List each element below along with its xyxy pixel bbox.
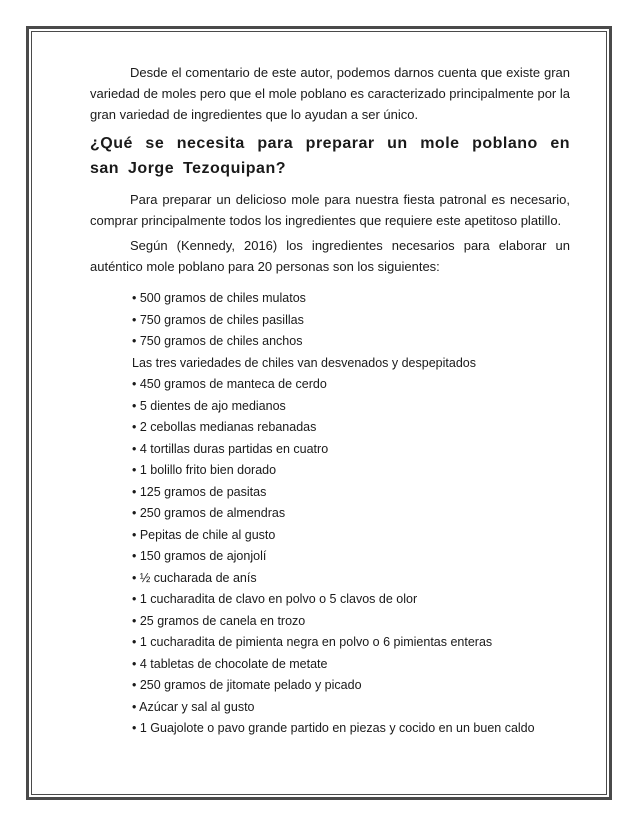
ingredient-item: • ½ cucharada de anís xyxy=(132,570,257,585)
preparation-paragraph: Para preparar un delicioso mole para nuestra fiesta patronal es necesario, comprar principalmente todos los ingredientes que requiere este apetitoso platillo. xyxy=(90,192,570,228)
ingredient-item: • 5 dientes de ajo medianos xyxy=(132,398,286,413)
ingredient-item: • 1 cucharadita de pimienta negra en polvo o 6 pimientas enteras xyxy=(132,635,493,649)
ingredient-item: • Pepitas de chile al gusto xyxy=(132,527,276,542)
ingredient-list xyxy=(90,288,570,740)
document-body xyxy=(90,62,570,740)
ingredient-item: • 250 gramos de almendras xyxy=(132,506,286,520)
ingredient-item: Las tres variedades de chiles van desvenados y despepitados xyxy=(132,355,476,370)
ingredient-item: • Azúcar y sal al gusto xyxy=(132,699,255,714)
ingredient-item: • 150 gramos de ajonjolí xyxy=(132,549,267,563)
intro-paragraph: Desde el comentario de este autor, podemos darnos cuenta que existe gran variedad de moles pero que el mole poblano es caracterizado principalmente por la gran variedad de ingredientes que lo ayudan a ser único. xyxy=(90,65,570,122)
ingredient-item: • 4 tabletas de chocolate de metate xyxy=(132,656,328,671)
ingredient-item: • 750 gramos de chiles pasillas xyxy=(132,312,304,327)
ingredient-item: • 125 gramos de pasitas xyxy=(132,484,267,499)
ingredient-item: • 450 gramos de manteca de cerdo xyxy=(132,377,327,391)
ingredient-item: • 500 gramos de chiles mulatos xyxy=(132,291,306,305)
ingredient-item: • 1 cucharadita de clavo en polvo o 5 clavos de olor xyxy=(132,592,418,606)
ingredient-item: • 4 tortillas duras partidas en cuatro xyxy=(132,441,329,456)
ingredient-item: • 25 gramos de canela en trozo xyxy=(132,613,306,628)
ingredients-intro-paragraph: Según (Kennedy, 2016) los ingredientes necesarios para elaborar un auténtico mole poblano para 20 personas son los siguientes: xyxy=(90,238,570,274)
ingredient-item: • 250 gramos de jitomate pelado y picado xyxy=(132,678,362,692)
ingredient-item: • 750 gramos de chiles anchos xyxy=(132,334,303,348)
section-heading: ¿Qué se necesita para preparar un mole poblano en san Jorge Tezoquipan? xyxy=(90,135,570,177)
ingredient-item: • 1 bolillo frito bien dorado xyxy=(132,463,277,477)
ingredient-item: • 2 cebollas medianas rebanadas xyxy=(132,420,317,434)
ingredient-item: • 1 Guajolote o pavo grande partido en piezas y cocido en un buen caldo xyxy=(132,721,535,735)
